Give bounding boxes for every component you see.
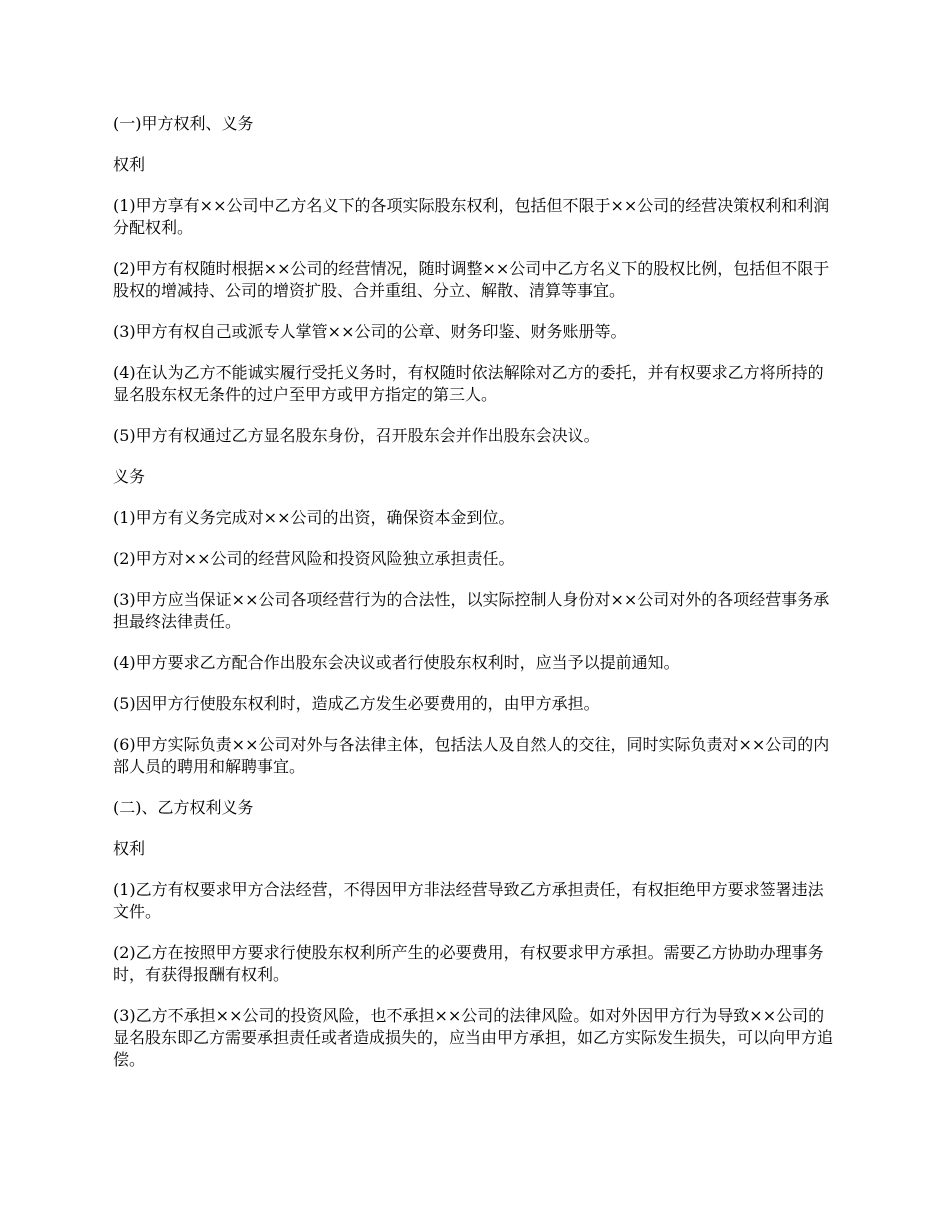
subheading-rights: 权利: [113, 155, 146, 174]
paragraph: (1)甲方有义务完成对××公司的出资，确保资本金到位。: [113, 508, 515, 527]
paragraph: (2)甲方有权随时根据××公司的经营情况，随时调整××公司中乙方名义下的股权比例，包括但不限于股权的增减持、公司的增资扩股、合并重组、分立、解散、清算等事宜。: [113, 259, 830, 300]
paragraph: (1)甲方享有××公司中乙方名义下的各项实际股东权利，包括但不限于××公司的经营决策权利和利润分配权利。: [113, 196, 830, 237]
paragraph: (4)甲方要求乙方配合作出股东会决议或者行使股东权利时，应当予以提前通知。: [113, 653, 680, 672]
paragraph: (3)甲方有权自己或派专人掌管××公司的公章、财务印鉴、财务账册等。: [113, 322, 627, 341]
subheading-rights: 权利: [113, 839, 146, 858]
section-heading-party-b: (二)、乙方权利义务: [113, 798, 254, 817]
section-heading-party-a: (一)甲方权利、义务: [113, 114, 254, 133]
subheading-obligations: 义务: [113, 467, 146, 486]
paragraph: (5)甲方有权通过乙方显名股东身份，召开股东会并作出股东会决议。: [113, 426, 600, 445]
paragraph: (2)乙方在按照甲方要求行使股东权利所产生的必要费用，有权要求甲方承担。需要乙方协助办理事务时，有获得报酬有权利。: [113, 943, 824, 984]
paragraph: (6)甲方实际负责××公司对外与各法律主体，包括法人及自然人的交往，同时实际负责对××公司的内部人员的聘用和解聘事宜。: [113, 735, 830, 776]
paragraph: (1)乙方有权要求甲方合法经营，不得因甲方非法经营导致乙方承担责任，有权拒绝甲方要求签署违法文件。: [113, 880, 824, 921]
paragraph: (3)乙方不承担××公司的投资风险，也不承担××公司的法律风险。如对外因甲方行为导致××公司的显名股东即乙方需要承担责任或者造成损失的，应当由甲方承担，如乙方实际发生损失，可以向甲方追偿。: [113, 1006, 834, 1069]
paragraph: (4)在认为乙方不能诚实履行受托义务时，有权随时依法解除对乙方的委托，并有权要求乙方将所持的显名股东权无条件的过户至甲方或甲方指定的第三人。: [113, 363, 824, 404]
paragraph: (2)甲方对××公司的经营风险和投资风险独立承担责任。: [113, 549, 515, 568]
paragraph: (3)甲方应当保证××公司各项经营行为的合法性，以实际控制人身份对××公司对外的各项经营事务承担最终法律责任。: [113, 590, 830, 631]
document-page: [113, 113, 838, 1090]
paragraph: (5)因甲方行使股东权利时，造成乙方发生必要费用的，由甲方承担。: [113, 694, 600, 713]
